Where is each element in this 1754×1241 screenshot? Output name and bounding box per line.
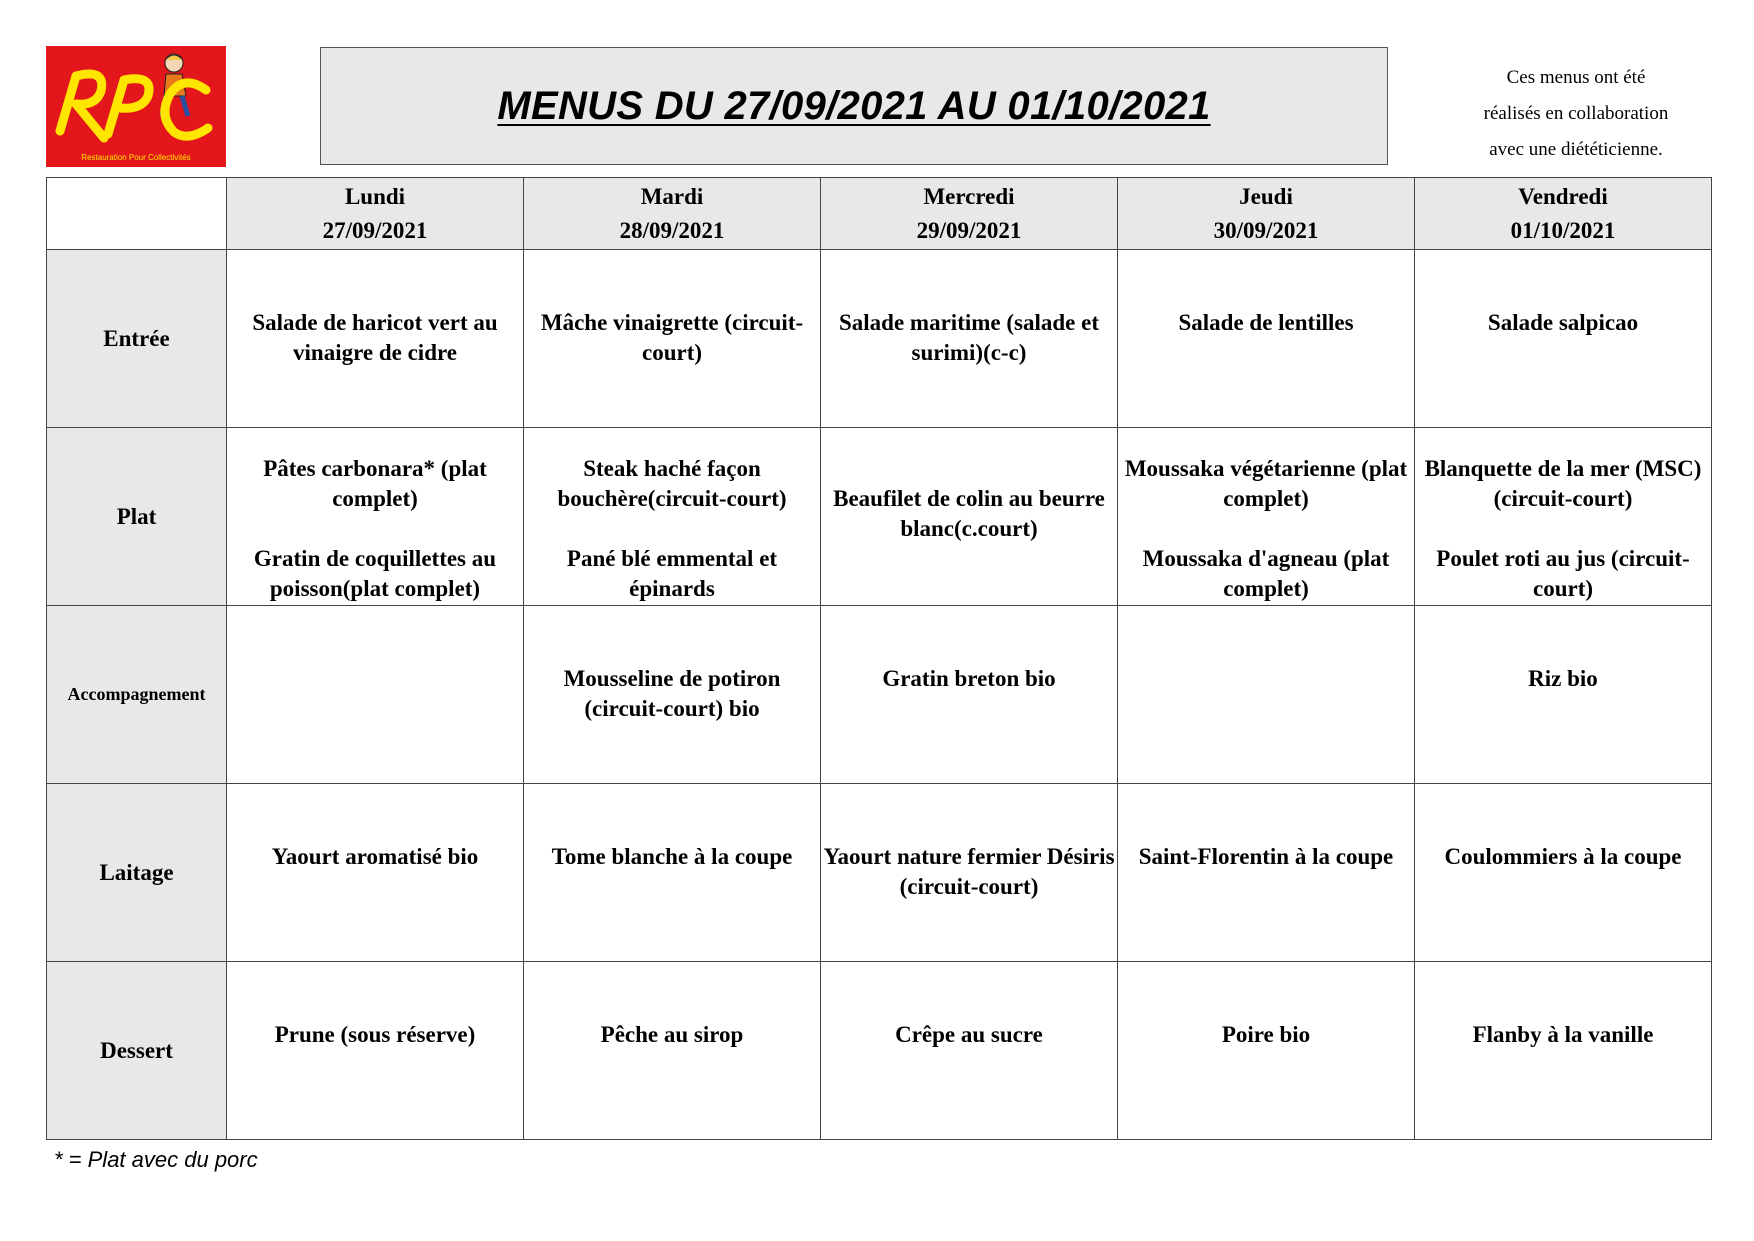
dish-text: Riz bio [1528,666,1598,691]
dish-text: Prune (sous réserve) [274,1022,476,1047]
day-date: 27/09/2021 [322,217,428,243]
day-name: Vendredi [1518,183,1608,209]
pork-footnote: * = Plat avec du porc [54,1147,258,1172]
day-date: 01/10/2021 [1510,217,1616,243]
row-laitage [47,784,1712,962]
row-dessert [47,962,1712,1140]
note-line: réalisés en collaboration [1483,103,1669,124]
rpc-logo [46,46,226,167]
dish-text: Saint-Florentin à la coupe [1138,844,1394,869]
day-header-wednesday [821,178,1118,250]
menu-cell [524,250,821,428]
menu-cell [821,606,1118,784]
menu-cell [1415,784,1712,962]
menu-cell [227,962,524,1140]
note-line: Ces menus ont été [1506,67,1646,88]
menu-cell [524,962,821,1140]
menu-cell [227,250,524,428]
day-date: 30/09/2021 [1213,217,1319,243]
logo-graphic [46,46,226,167]
dish-text: Tome blanche à la coupe [551,844,793,869]
menu-cell [524,606,821,784]
dish-text: Yaourt nature fermier Désiris (circuit-court) [823,844,1115,899]
row-plat [47,428,1712,606]
menu-cell [524,784,821,962]
dish-text: Salade de lentilles [1178,310,1354,335]
day-header-thursday [1118,178,1415,250]
dish-text: Mousseline de potiron (circuit-court) bio [563,666,781,721]
menu-table [46,177,1712,1140]
menu-cell [821,250,1118,428]
menu-cell [1118,962,1415,1140]
day-date: 28/09/2021 [619,217,725,243]
title-box [320,47,1388,165]
row-label: Accompagnement [47,606,227,784]
dish-text: Moussaka végétarienne (plat complet) Moussaka d'agneau (plat complet) [1124,456,1408,601]
corner-cell [47,178,227,250]
day-name: Lundi [344,183,406,209]
menu-cell [524,428,821,606]
dish-text: Pâtes carbonara* (plat complet) Gratin de coquillettes au poisson(plat complet) [253,456,497,601]
dish-text: Crêpe au sucre [895,1022,1043,1047]
day-name: Jeudi [1239,183,1293,209]
day-header-friday [1415,178,1712,250]
menu-cell [1415,428,1712,606]
menu-cell [1118,606,1415,784]
dish-text: Beaufilet de colin au beurre blanc(c.court) [833,486,1105,541]
menu-cell [821,962,1118,1140]
dish-text: Salade salpicao [1487,310,1639,335]
menu-cell [1415,962,1712,1140]
logo-caption: Restauration Pour Collectivités [81,153,191,162]
dish-text: Gratin breton bio [882,666,1056,691]
row-label: Laitage [47,784,227,962]
menu-cell [1415,250,1712,428]
menu-cell [1415,606,1712,784]
dish-text: Steak haché façon bouchère(circuit-court) Pané blé emmental et épinards [557,456,787,601]
row-accompagnement [47,606,1712,784]
page-title: MENUS DU 27/09/2021 AU 01/10/2021 [497,83,1211,128]
menu-cell [227,428,524,606]
row-label: Entrée [47,250,227,428]
dietitian-note [1426,60,1726,168]
row-entree [47,250,1712,428]
day-date: 29/09/2021 [916,217,1022,243]
dish-text: Flanby à la vanille [1472,1022,1654,1047]
dish-text: Pêche au sirop [600,1022,744,1047]
dish-text: Salade maritime (salade et surimi)(c-c) [839,310,1099,365]
dish-text: Coulommiers à la coupe [1444,844,1682,869]
menu-cell [227,606,524,784]
row-label: Dessert [47,962,227,1140]
day-header-tuesday [524,178,821,250]
menu-cell [1118,784,1415,962]
menu-cell [1118,250,1415,428]
menu-cell [1118,428,1415,606]
day-header-monday [227,178,524,250]
dish-text: Salade de haricot vert au vinaigre de cidre [252,310,498,365]
day-name: Mardi [640,183,704,209]
dish-text: Blanquette de la mer (MSC) (circuit-court) Poulet roti au jus (circuit-court) [1424,456,1702,601]
dish-text: Poire bio [1221,1022,1311,1047]
day-name: Mercredi [923,183,1015,209]
dish-text: Mâche vinaigrette (circuit-court) [540,310,804,365]
menu-cell [821,784,1118,962]
menu-cell [821,428,1118,606]
header-row [47,178,1712,250]
menu-cell [227,784,524,962]
row-label: Plat [47,428,227,606]
note-line: avec une diététicienne. [1489,139,1663,160]
dish-text: Yaourt aromatisé bio [271,844,479,869]
